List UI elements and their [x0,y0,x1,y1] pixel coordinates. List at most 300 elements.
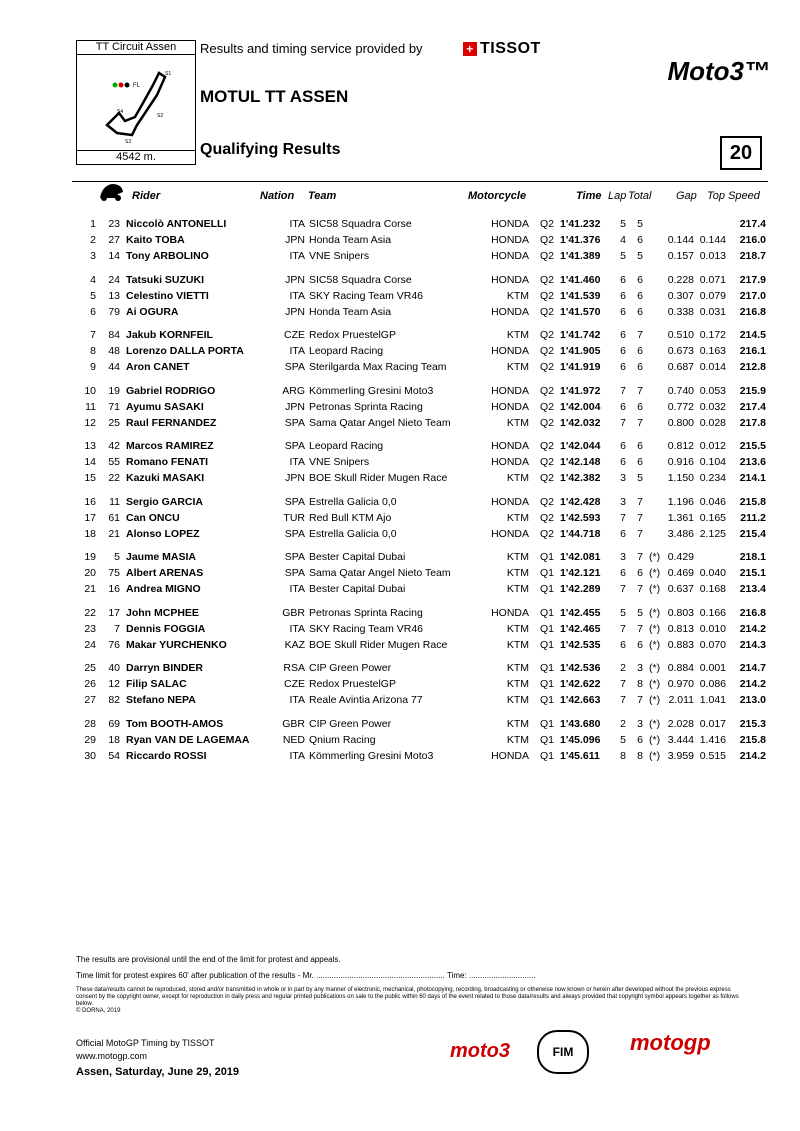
position: 23 [84,622,96,635]
team-name: CIP Green Power [309,717,392,730]
best-time: 1'43.680 [560,717,601,730]
motorcycle: KTM [506,289,529,302]
best-lap: 7 [620,583,626,595]
gap-first: 0.157 [667,250,694,262]
total-laps: 6 [637,273,643,286]
rider-name: Ryan VAN DE LAGEMAA [126,733,250,746]
qualifying-session: Q2 [540,400,555,413]
nation: JPN [285,472,305,484]
total-laps: 6 [637,361,643,373]
col-top-speed: Top Speed [707,190,760,202]
team-name: VNE Snipers [309,456,370,468]
motorcycle: HONDA [491,305,529,318]
qualifying-session: Q1 [540,662,555,674]
best-time: 1'42.535 [560,638,601,651]
table-row [72,661,768,677]
motorcycle: HONDA [491,749,529,762]
motorcycle: KTM [506,662,529,674]
gap-previous: 0.028 [699,416,726,429]
motorcycle: KTM [506,511,529,524]
team-name: Leopard Racing [309,440,384,452]
team-name: BOE Skull Rider Mugen Race [309,472,448,484]
position: 27 [84,694,96,706]
motorcycle: KTM [506,694,529,706]
top-speed: 215.4 [739,527,766,540]
q1-marker: (*) [649,678,661,690]
rider-number: 23 [108,218,120,230]
q1-marker: (*) [649,567,661,579]
rider-number: 84 [108,329,120,341]
position: 21 [84,583,96,595]
top-speed: 216.8 [739,305,766,318]
rider-name: John MCPHEE [126,606,199,619]
nation: ARG [282,384,305,397]
table-row [72,384,768,400]
nation: NED [282,733,305,746]
rider-number: 54 [108,749,120,762]
gap-previous: 0.013 [699,250,726,262]
rider-number: 27 [108,234,120,246]
rider-number: 75 [108,567,120,579]
best-time: 1'42.289 [560,583,601,595]
motorcycle: KTM [506,567,529,579]
rider-number: 12 [108,678,120,690]
total-laps: 7 [637,694,643,706]
team-name: Sama Qatar Angel Nieto Team [309,567,451,579]
page-number: 20 [720,136,762,170]
gap-first: 0.510 [667,329,694,341]
qualifying-session: Q2 [540,361,555,373]
top-speed: 215.3 [739,717,766,730]
protest-note: Time limit for protest expires 60' after publication of the results - Mr. .......................................................... Time: .............................. [76,971,536,980]
table-row [72,717,768,733]
total-laps: 7 [637,527,643,540]
total-laps: 6 [637,440,643,452]
column-header [72,181,768,206]
map-label-s4: S4 [117,109,124,115]
best-lap: 6 [620,400,626,413]
qualifying-session: Q2 [540,416,555,429]
q1-marker: (*) [649,622,661,635]
table-row [72,550,768,566]
fim-logo: FIM [537,1030,589,1074]
motorcycle: KTM [506,472,529,484]
map-label-s2: S2 [157,113,164,119]
motorcycle: HONDA [491,273,529,286]
motorcycle: KTM [506,416,529,429]
table-row [72,328,768,344]
nation: ITA [289,622,305,635]
team-name: Qnium Racing [309,733,376,746]
best-time: 1'42.465 [560,622,601,635]
best-time: 1'44.718 [560,527,601,540]
team-name: SKY Racing Team VR46 [309,622,424,635]
results-table [72,217,768,765]
best-lap: 8 [620,749,626,762]
position: 22 [84,606,96,619]
gap-previous: 0.079 [699,289,726,302]
best-time: 1'41.905 [560,345,601,357]
best-time: 1'42.032 [560,416,601,429]
provided-by: Results and timing service provided by [200,41,423,56]
map-label-fl: FL [133,83,141,89]
total-laps: 3 [637,662,643,674]
gap-previous: 1.416 [699,733,726,746]
q1-marker: (*) [649,694,661,706]
tissot-logo [463,40,541,58]
gap-previous: 0.166 [699,606,726,619]
best-lap: 5 [620,250,626,262]
motorcycle: HONDA [491,495,529,508]
qualifying-session: Q2 [540,456,555,468]
top-speed: 217.4 [739,400,766,413]
qualifying-session: Q2 [540,511,555,524]
table-row [72,677,768,693]
top-speed: 213.6 [739,456,766,468]
gap-first: 0.740 [667,384,694,397]
rider-number: 18 [108,733,120,746]
motorcycle: KTM [506,551,529,563]
gap-first: 0.673 [667,345,694,357]
table-row [72,693,768,709]
moto3-logo: moto3 [450,1040,510,1062]
gap-previous: 0.014 [699,361,726,373]
gap-first: 0.812 [667,440,694,452]
best-time: 1'41.460 [560,273,601,286]
nation: GBR [282,717,305,730]
gap-first: 0.883 [667,638,694,651]
motorcycle: KTM [506,717,529,730]
position: 1 [90,218,96,230]
marker-icon [125,83,130,88]
q1-marker: (*) [649,733,661,746]
nation: ITA [289,583,305,595]
gap-previous: 0.144 [699,234,726,246]
position: 16 [84,495,96,508]
nation: SPA [284,416,305,429]
gap-previous: 0.053 [699,384,726,397]
rider-number: 48 [108,345,120,357]
position: 24 [84,638,96,651]
best-lap: 6 [620,305,626,318]
q1-marker: (*) [649,583,661,595]
top-speed: 215.8 [739,495,766,508]
total-laps: 7 [637,551,643,563]
position: 15 [84,472,96,484]
table-row [72,416,768,432]
nation: JPN [285,234,305,246]
qualifying-session: Q1 [540,551,555,563]
team-name: Redox PruestelGP [309,329,396,341]
best-time: 1'42.044 [560,440,601,452]
total-laps: 6 [637,305,643,318]
motorcycle: HONDA [491,218,529,230]
best-lap: 3 [620,551,626,563]
nation: SPA [284,440,305,452]
position: 10 [84,384,96,397]
gap-previous: 0.168 [699,583,726,595]
top-speed: 216.8 [739,606,766,619]
q1-marker: (*) [649,717,661,730]
motorcycle: KTM [506,361,529,373]
best-time: 1'41.232 [560,218,601,230]
circuit-name: TT Circuit Assen [77,41,195,55]
rider-name: Alonso LOPEZ [126,527,200,540]
best-lap: 5 [620,733,626,746]
total-laps: 6 [637,456,643,468]
nation: CZE [284,678,305,690]
total-laps: 8 [637,749,643,762]
gap-previous: 0.012 [699,440,726,452]
table-row [72,606,768,622]
best-time: 1'42.004 [560,400,601,413]
rider-name: Makar YURCHENKO [126,638,227,651]
col-rider: Rider [132,190,161,202]
position: 11 [85,400,96,413]
copyright: © DORNA, 2019 [76,1008,121,1014]
gap-first: 2.011 [668,694,694,706]
team-name: Reale Avintia Arizona 77 [309,694,423,706]
best-time: 1'42.536 [560,662,601,674]
rider-name: Ayumu SASAKI [126,400,204,413]
table-row [72,455,768,471]
table-row [72,527,768,543]
gap-first: 0.637 [667,583,694,595]
rider-name: Sergio GARCIA [126,495,204,508]
total-laps: 6 [637,289,643,302]
best-lap: 5 [620,606,626,619]
motorcycle: HONDA [491,606,529,619]
rider-number: 17 [108,606,120,619]
rider-name: Aron CANET [126,361,190,373]
qualifying-session: Q2 [540,472,555,484]
table-row [72,511,768,527]
gap-previous: 0.163 [699,345,726,357]
position: 8 [90,345,96,357]
position: 9 [90,361,96,373]
gap-first: 1.196 [667,495,694,508]
top-speed: 214.2 [739,622,766,635]
total-laps: 3 [637,717,643,730]
best-time: 1'41.919 [560,361,601,373]
total-laps: 6 [637,345,643,357]
best-lap: 3 [620,472,626,484]
rider-name: Kaito TOBA [126,234,185,246]
total-laps: 7 [637,495,643,508]
qualifying-session: Q2 [540,495,555,508]
best-time: 1'42.593 [560,511,601,524]
position: 17 [84,511,96,524]
motorcycle: HONDA [491,400,529,413]
nation: ITA [289,218,305,230]
event-name: MOTUL TT ASSEN [200,87,349,106]
circuit-length: 4542 m. [77,150,195,164]
team-name: Petronas Sprinta Racing [309,606,423,619]
rider-number: 5 [114,551,120,563]
gap-previous: 0.234 [699,472,726,484]
table-row [72,217,768,233]
table-row [72,233,768,249]
nation: JPN [285,400,305,413]
best-time: 1'41.570 [560,305,601,318]
rider-number: 13 [108,289,120,302]
team-name: VNE Snipers [309,250,370,262]
rider-number: 25 [108,416,120,429]
top-speed: 214.3 [739,638,766,651]
best-lap: 6 [620,361,626,373]
gap-first: 0.228 [667,273,694,286]
top-speed: 214.7 [739,662,766,674]
rider-name: Tatsuki SUZUKI [126,273,204,286]
qualifying-session: Q1 [540,606,555,619]
table-row [72,582,768,598]
best-lap: 2 [620,717,626,730]
motorcycle: HONDA [491,384,529,397]
rider-number: 21 [108,527,120,540]
qualifying-session: Q1 [540,622,555,635]
best-lap: 7 [620,384,626,397]
top-speed: 216.0 [739,234,766,246]
gap-previous: 0.070 [699,638,726,651]
position: 4 [90,273,96,286]
qualifying-session: Q2 [540,218,555,230]
top-speed: 213.4 [739,583,766,595]
table-row [72,249,768,265]
rider-name: Jaume MASIA [126,551,197,563]
position: 12 [84,416,96,429]
table-row [72,344,768,360]
marker-icon [119,83,124,88]
best-lap: 6 [620,289,626,302]
position: 19 [84,551,96,563]
website-link[interactable]: www.motogp.com [76,1051,148,1061]
motorcycle: HONDA [491,456,529,468]
best-lap: 7 [620,622,626,635]
qualifying-session: Q1 [540,678,555,690]
q1-marker: (*) [649,662,661,674]
gap-first: 0.884 [667,662,694,674]
rider-number: 11 [109,495,120,508]
team-name: Honda Team Asia [309,305,392,318]
nation: ITA [289,456,305,468]
qualifying-session: Q2 [540,329,555,341]
rider-helmet-icon [96,180,126,205]
best-lap: 6 [620,273,626,286]
best-lap: 6 [620,345,626,357]
qualifying-session: Q1 [540,733,555,746]
qualifying-session: Q2 [540,234,555,246]
motorcycle: KTM [506,583,529,595]
total-laps: 6 [637,234,643,246]
motorcycle: KTM [506,678,529,690]
gap-first: 0.144 [667,234,694,246]
best-time: 1'42.382 [560,472,601,484]
nation: SPA [284,551,305,563]
q1-marker: (*) [649,606,661,619]
rider-number: 76 [108,638,120,651]
qualifying-session: Q1 [540,567,555,579]
table-row [72,400,768,416]
total-laps: 6 [637,400,643,413]
gap-first: 0.307 [667,289,694,302]
date-line: Assen, Saturday, June 29, 2019 [76,1066,240,1078]
gap-first: 0.813 [667,622,694,635]
gap-first: 0.469 [667,567,694,579]
qualifying-session: Q1 [540,749,555,762]
motogp-logo: motogp [630,1030,711,1055]
q1-marker: (*) [649,638,661,651]
gap-previous: 0.040 [699,567,726,579]
best-lap: 7 [620,416,626,429]
total-laps: 6 [637,638,643,651]
table-row [72,495,768,511]
gap-previous: 0.010 [699,622,726,635]
map-label-s3: S3 [125,139,132,145]
best-lap: 7 [620,511,626,524]
motorcycle: KTM [506,638,529,651]
circuit-map [77,55,195,150]
rider-number: 42 [108,440,120,452]
marker-icon [113,83,118,88]
position: 14 [84,456,96,468]
nation: SPA [284,495,305,508]
qualifying-session: Q1 [540,583,555,595]
rider-name: Jakub KORNFEIL [126,329,213,341]
total-laps: 5 [637,250,643,262]
rider-name: Romano FENATI [126,456,209,468]
col-time: Time [576,190,602,202]
table-row [72,638,768,654]
gap-previous: 0.071 [699,273,726,286]
rider-name: Dennis FOGGIA [126,622,206,635]
best-time: 1'42.663 [560,694,601,706]
best-lap: 4 [620,234,626,246]
best-time: 1'41.742 [560,329,601,341]
gap-first: 0.970 [667,678,694,690]
gap-first: 0.338 [667,305,694,318]
provisional-note: The results are provisional until the end of the limit for protest and appeals. [76,955,341,964]
motorcycle: HONDA [491,345,529,357]
rider-number: 16 [108,583,120,595]
total-laps: 7 [637,583,643,595]
best-lap: 6 [620,329,626,341]
motorcycle: KTM [506,329,529,341]
qualifying-session: Q1 [540,694,555,706]
total-laps: 8 [637,678,643,690]
team-name: Estrella Galicia 0,0 [309,527,397,540]
table-row [72,439,768,455]
map-label-s1: S1 [165,71,172,77]
gap-first: 3.959 [667,749,694,762]
qualifying-session: Q2 [540,440,555,452]
rider-name: Niccolò ANTONELLI [126,218,227,230]
team-name: SKY Racing Team VR46 [309,289,424,302]
gap-first: 0.803 [667,606,694,619]
nation: SPA [284,361,305,373]
rider-number: 14 [108,250,120,262]
best-lap: 3 [620,495,626,508]
best-lap: 6 [620,440,626,452]
team-name: Bester Capital Dubai [309,551,406,563]
gap-first: 3.444 [667,733,694,746]
rider-number: 19 [108,384,120,397]
table-row [72,471,768,487]
position: 13 [84,440,96,452]
col-lap: Lap [608,190,627,202]
col-team: Team [308,190,337,202]
team-name: SIC58 Squadra Corse [309,218,412,230]
qualifying-session: Q2 [540,289,555,302]
